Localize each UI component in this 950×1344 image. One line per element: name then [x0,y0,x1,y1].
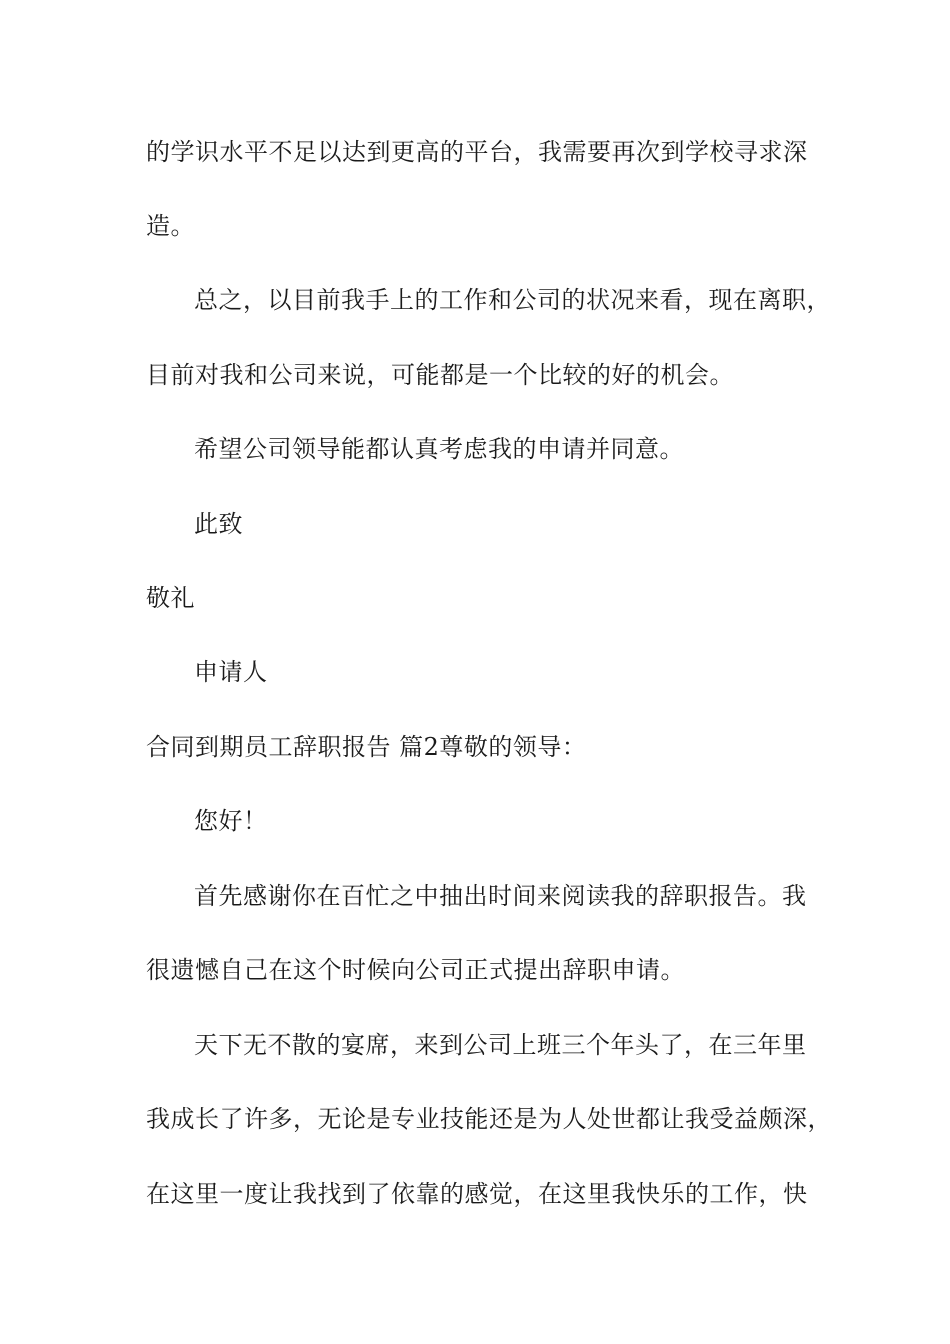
paragraph-line: 造。 [146,212,195,240]
paragraph-line: 我成长了许多，无论是专业技能还是为人处世都让我受益颇深， [146,1105,832,1133]
paragraph-line: 目前对我和公司来说，可能都是一个比较的好的机会。 [146,361,734,389]
paragraph-line: 希望公司领导能都认真考虑我的申请并同意。 [194,435,684,463]
closing-salute: 敬礼 [146,584,195,612]
closing-phrase: 此致 [194,510,243,538]
section-heading: 合同到期员工辞职报告 篇2尊敬的领导： [146,733,587,761]
paragraph-line: 的学识水平不足以达到更高的平台，我需要再次到学校寻求深 [146,138,808,166]
paragraph-line: 首先感谢你在百忙之中抽出时间来阅读我的辞职报告。我 [194,882,807,910]
paragraph-line: 在这里一度让我找到了依靠的感觉，在这里我快乐的工作，快 [146,1180,808,1208]
paragraph-line: 很遗憾自己在这个时候向公司正式提出辞职申请。 [146,956,685,984]
paragraph-line: 天下无不散的宴席，来到公司上班三个年头了，在三年里 [194,1031,807,1059]
paragraph-line: 总之，以目前我手上的工作和公司的状况来看，现在离职， [194,286,831,314]
greeting: 您好！ [194,807,268,835]
signature-label: 申请人 [194,658,268,686]
